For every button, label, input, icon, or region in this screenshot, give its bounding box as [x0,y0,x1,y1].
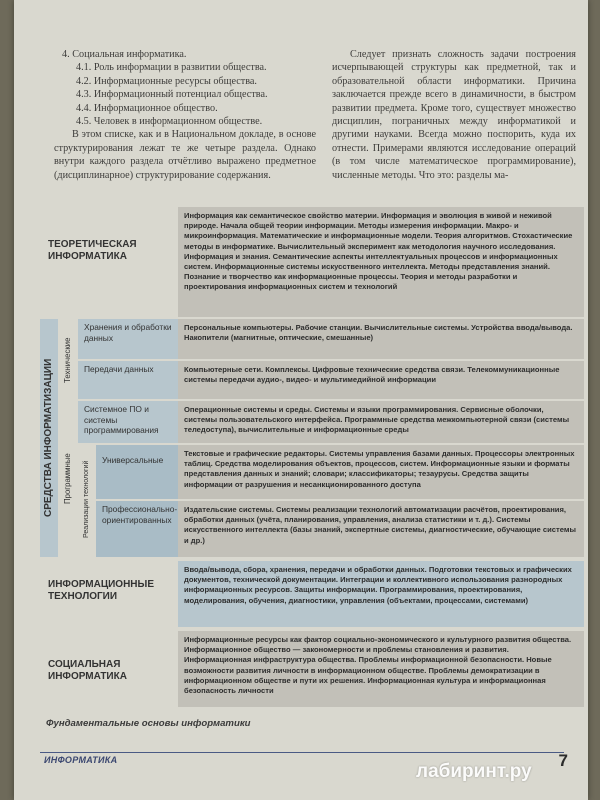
technologies-title: ИНФОРМАЦИОННЫЕ ТЕХНОЛОГИИ [48,579,154,602]
watermark: лабиринт.ру [416,761,532,782]
book-page [14,0,588,800]
technologies-text: Ввода/вывода, сбора, хранения, передачи и обработки данных. Подготовки текстовых и графических документов, технической документации. Интеграции и коллективного использования разнородных информационных ресурсов. Защиты информации. Программирования, проектирования, моделирования, обучения, диагностики, управления (объектами, процессами, системами) [178,561,584,627]
row-storage-label: Хранения и обработки данных [78,319,178,359]
list-item: 4.3. Информационный потенциал общества. [76,89,268,101]
software-label: Программные [63,453,72,505]
row-transfer-text: Компьютерные сети. Комплексы. Цифровые технические средства связи. Телекоммуникационные системы передачи аудио-, видео- и мультимедийной информации [178,361,584,399]
footer-label: ИНФОРМАТИКА [44,755,118,765]
row-professional-label: Профессионально-ориентированных [96,501,178,557]
right-paragraph: Следует признать сложность задачи построения исчерпывающей структуры как предметной, так и образовательной области информатики. Причина заключается прежде всего в динамичности, в быстром развитии предмета. Кроме того, существует множество дисциплин, пограничных между информатикой и другими науками. Всегда можно поспорить, куда их отнести. Примерами являются исследование операций (в том числе математическое программирование), численные методы. Что это: разделы ма- [332,49,576,181]
list-item: 4.5. Человек в информационном обществе. [76,116,263,128]
theoretical-title: ТЕОРЕТИЧЕСКАЯ ИНФОРМАТИКА [48,239,137,262]
row-system-software-text: Операционные системы и среды. Системы и языки программирования. Сервисные оболочки, системы пользовательского интерфейса. Программные средства межкомпьютерной связи (системы теледоступа), вычислительные и информационные среды [178,401,584,443]
page-number: 7 [558,751,568,770]
means-title: СРЕДСТВА ИНФОРМАТИЗАЦИИ [43,358,54,518]
social-text: Информационные ресурсы как фактор социально-экономического и культурного развития общества. Информационное общество — закономерности и проблемы становления и развития. Информационная инфраструктура общества. Проблемы информационной безопасности. Новые возможности развития личности в информационном обществе. Проблемы демократизации в информационном обществе и пути их решения. Информационная культура и информационная безопасность личности [178,631,584,707]
row-transfer-label: Передачи данных [78,361,178,399]
row-storage-text: Персональные компьютеры. Рабочие станции. Вычислительные системы. Устройства ввода/вывода. Накопители (магнитные, оптические, смешанные) [178,319,584,359]
list-item: 4.4. Информационное общество. [76,102,218,114]
list-item: 4. Социальная информатика. [62,49,187,60]
row-universal-label: Универсальные [96,445,178,499]
technical-label: Технические [63,337,72,383]
informatics-structure-figure [40,205,588,710]
theoretical-text: Информация как семантическое свойство материи. Информация и эволюция в живой и неживой природе. Начала общей теории информации. Методы измерения информации. Макро- и микроинформация. Математические и информационные модели. Теория алгоритмов. Стохастические методы в информатике. Вычислительный эксперимент как методология научного исследования. Информация и знания. Семантические аспекты интеллектуальных процессов и информационных систем. Информационные системы искусственного интеллекта. Методы представления знаний. Познание и творчество как информационные процессы. Теория и методы разработки и проектирования информационных систем и технологий [178,207,584,317]
right-column [332,48,576,182]
left-paragraph: В этом списке, как и в Национальном докладе, в основе структурирования лежат те же четыре раздела. Однако внутри каждого раздела отчётливо выражено предметное (дисциплинарное) структурирование содержания. [54,129,316,181]
tech-impl-label: Реализации технологий [83,460,90,538]
left-column [54,48,316,182]
row-universal-text: Текстовые и графические редакторы. Системы управления базами данных. Процессоры электронных таблиц. Средства моделирования объектов, процессов, систем. Информационные языки и форматы представления данных и знаний; словари; классификаторы; тезаурусы. Средства защиты информации от разрушения и несанкционированного доступа [178,445,584,499]
list-item: 4.1. Роль информации в развитии общества. [76,62,267,74]
social-title: СОЦИАЛЬНАЯ ИНФОРМАТИКА [48,659,127,682]
list-item: 4.2. Информационные ресурсы общества. [76,75,257,87]
row-system-software-label: Системное ПО и системы программирования [78,401,178,443]
figure-caption: Фундаментальные основы информатики [46,718,251,729]
row-professional-text: Издательские системы. Системы реализации технологий автоматизации расчётов, проектирования, обработки данных (учёта, планирования, управления, анализа статистики и т. д.). Системы искусственного интеллекта (базы знаний, экспертные системы, диагностические, обучающие системы и др.) [178,501,584,557]
